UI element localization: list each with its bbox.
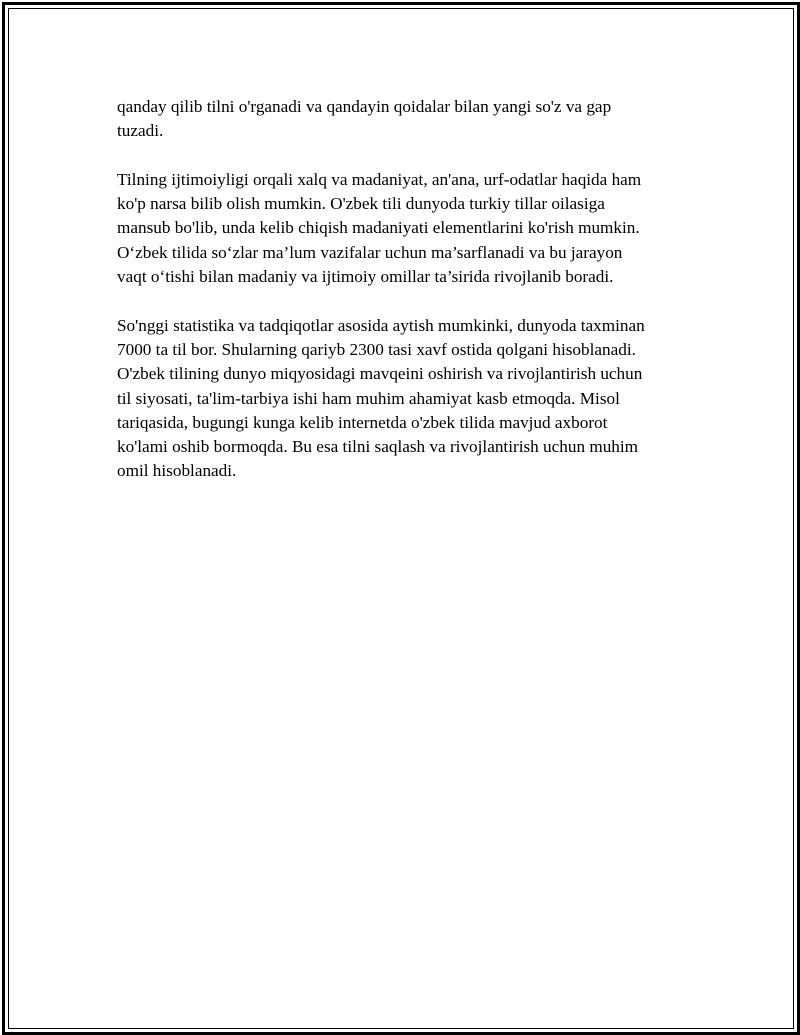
paragraph-2 xyxy=(117,168,707,289)
document-body xyxy=(117,95,707,508)
text-line: tuzadi. xyxy=(117,121,164,141)
text-line: tariqasida, bugungi kunga kelib internetda o'zbek tilida mavjud axborot xyxy=(117,412,608,432)
text-line: So'nggi statistika va tadqiqotlar asosida aytish mumkinki, dunyoda taxminan xyxy=(117,315,645,335)
text-line: O'zbek tilining dunyo miqyosidagi mavqeini oshirish va rivojlantirish uchun xyxy=(117,364,643,384)
text-line: ko'lami oshib bormoqda. Bu esa tilni saqlash va rivojlantirish uchun muhim xyxy=(117,437,639,457)
text-line: 7000 ta til bor. Shularning qariyb 2300 tasi xavf ostida qolgani hisoblanadi. xyxy=(117,339,636,359)
text-line: omil hisoblanadi. xyxy=(117,461,237,481)
text-line: vaqt o‘tishi bilan madaniy va ijtimoiy omillar ta’sirida rivojlanib boradi. xyxy=(117,267,614,287)
text-line: qanday qilib tilni o'rganadi va qandayin qoidalar bilan yangi so'z va gap xyxy=(117,97,612,116)
text-line: til siyosati, ta'lim-tarbiya ishi ham muhim ahamiyat kasb etmoqda. Misol xyxy=(117,388,620,408)
text-line: mansub bo'lib, unda kelib chiqish madaniyati elementlarini ko'rish mumkin. xyxy=(117,218,640,238)
text-line: ko'p narsa bilib olish mumkin. O'zbek tili dunyoda turkiy tillar oilasiga xyxy=(117,194,605,214)
paragraph-3 xyxy=(117,314,707,484)
paragraph-1 xyxy=(117,95,707,144)
text-line: Tilning ijtimoiyligi orqali xalq va madaniyat, an'ana, urf-odatlar haqida ham xyxy=(117,169,642,189)
text-line: O‘zbek tilida so‘zlar ma’lum vazifalar uchun ma’sarflanadi va bu jarayon xyxy=(117,242,623,262)
